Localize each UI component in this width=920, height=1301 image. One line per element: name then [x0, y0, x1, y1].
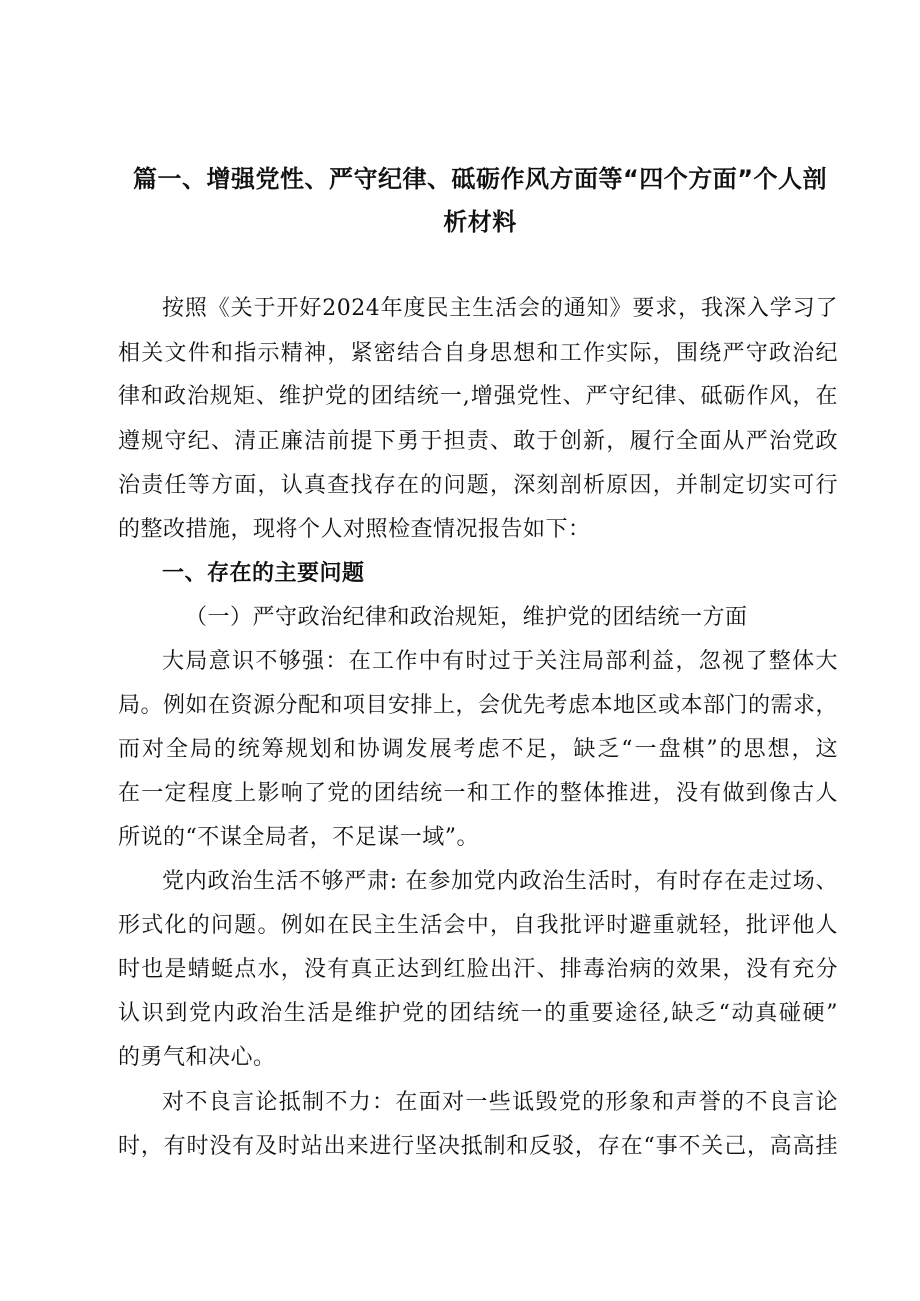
- intro-line: 治责任等方面，认真查找存在的问题，深刻剖析原因，并制定切实可行: [118, 473, 838, 498]
- intro-line: 的整改措施，现将个人对照检查情况报告如下：: [118, 517, 591, 542]
- intro-line: 遵规守纪、清正廉洁前提下勇于担责、敢于创新，履行全面从严治党政: [118, 429, 838, 454]
- paragraph-line: 时，有时没有及时站出来进行坚决抵制和反驳，存在“事不关己，高高挂: [118, 1134, 838, 1159]
- subsection-heading: （一）严守政治纪律和政治规矩，维护党的团结统一方面: [185, 605, 748, 630]
- paragraph-line: 认识到党内政治生活是维护党的团结统一的重要途径,缺乏“动真碰硬”: [118, 1001, 838, 1026]
- document-title-line-1: 篇一、增强党性、严守纪律、砥砺作风方面等“四个方面”个人剖: [132, 165, 828, 193]
- paragraph-line: 在一定程度上影响了党的团结统一和工作的整体推进，没有做到像古人: [118, 781, 838, 806]
- paragraph-line: 时也是蜻蜓点水，没有真正达到红脸出汗、排毒治病的效果，没有充分: [118, 957, 838, 982]
- paragraph-line: 大局意识不够强：在工作中有时过于关注局部利益，忽视了整体大: [162, 649, 838, 674]
- paragraph-line: 局。例如在资源分配和项目安排上，会优先考虑本地区或本部门的需求，: [118, 693, 839, 718]
- intro-line: 律和政治规矩、维护党的团结统一,增强党性、严守纪律、砥砺作风，在: [118, 384, 838, 409]
- paragraph-line: 而对全局的统筹规划和协调发展考虑不足，缺乏“一盘棋”的思想，这: [118, 737, 838, 762]
- intro-line: 按照《关于开好2024年度民主生活会的通知》要求，我深入学习了: [162, 296, 838, 321]
- paragraph-line: 党内政治生活不够严肃: 在参加党内政治生活时，有时存在走过场、: [162, 869, 838, 894]
- paragraph-line: 对不良言论抵制不力：在面对一些诋毁党的形象和声誉的不良言论: [162, 1090, 838, 1115]
- document-title-line-2: 析材料: [443, 208, 517, 236]
- intro-line: 相关文件和指示精神，紧密结合自身思想和工作实际，围绕严守政治纪: [118, 341, 838, 366]
- section-heading: 一、存在的主要问题: [162, 561, 365, 586]
- paragraph-line: 形式化的问题。例如在民主生活会中，自我批评时避重就轻，批评他人: [118, 913, 838, 938]
- paragraph-line: 的勇气和决心。: [118, 1045, 276, 1070]
- paragraph-line: 所说的“不谋全局者，不足谋一域”。: [118, 825, 479, 850]
